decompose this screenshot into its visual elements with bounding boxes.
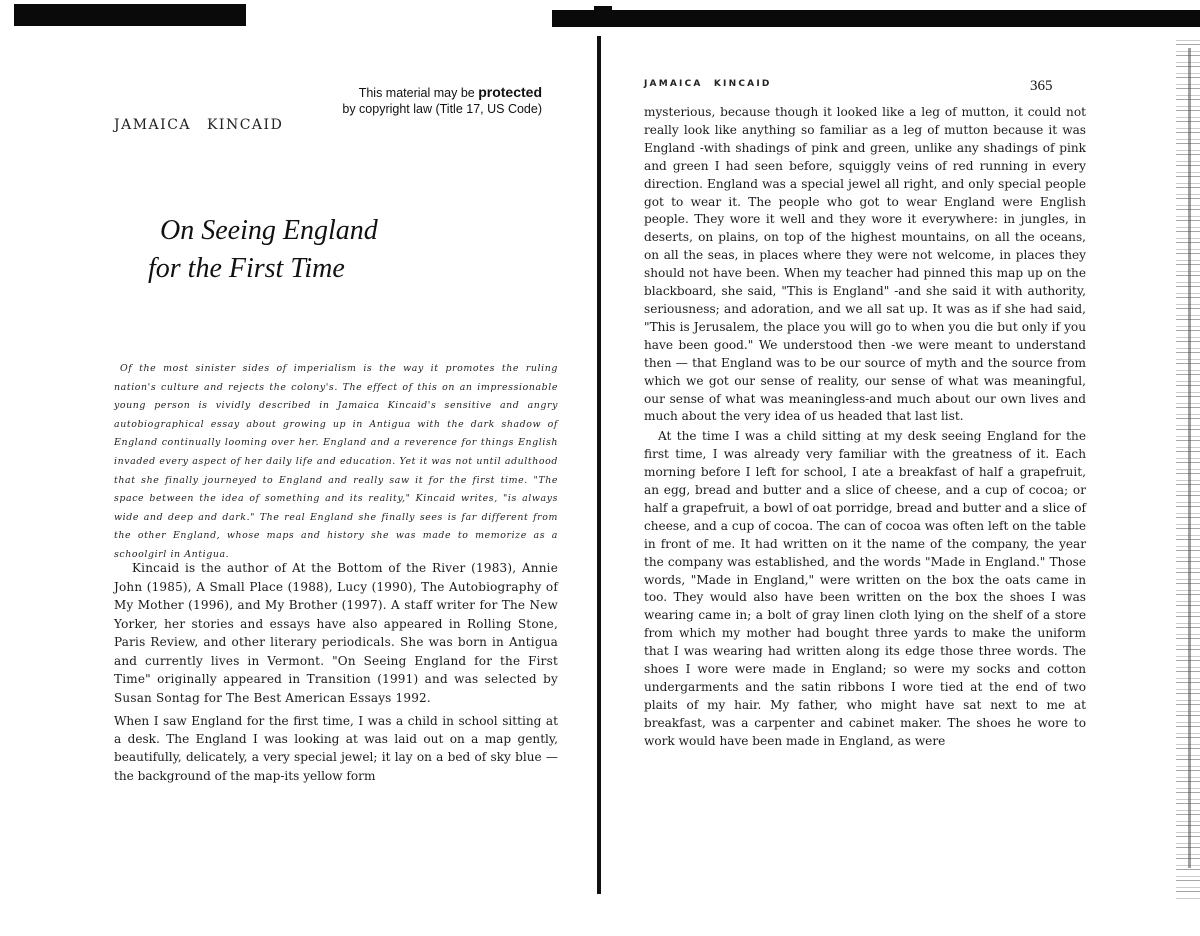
book-gutter-line <box>597 36 601 894</box>
page-number: 365 <box>1030 78 1053 94</box>
author-bio: Kincaid is the author of At the Bottom of the River (1983), Annie John (1985), A Small Place (1988), Lucy (1990), The Autobiography of My Mother (1996), and My Brother (1997). A staff writer for The New Yorker, her stories and essays have also appeared in Rolling Stone, Paris Review, and other literary periodicals. She was born in Antigua and currently lives in Vermont. "On Seeing England for the First Time" originally appeared in Transition (1991) and was selected by Susan Sontag for The Best American Essays 1992. <box>114 561 558 705</box>
body-paragraph-2: At the time I was a child sitting at my desk seeing England for the first time, I was already very familiar with the greatness of it. Each morning before I left for school, I ate a breakfast of half a grapefruit, an egg, bread and butter and a slice of cheese, and a cup of cocoa; or half a grapefruit, a bowl of oat porridge, bread and butter and a slice of cheese, and a cup of cocoa. The can of cocoa was often left on the table in front of me. It had written on it the name of the company, the year the company was established, and the words "Made in England." Those words, "Made in England," were written on the box the oats came in too. They would also have been written on the box the shoes I was wearing came in; a bolt of gray linen cloth lying on the shelf of a store from which my mother had bought three yards to make the uniform that I was wearing had written along its edge those three words. The shoes I wore were made in England; so were my socks and cotton undergarments and the satin ribbons I wore tied at the end of two plaits of my hair. My father, who might have sat next to me at breakfast, was a carpenter and cabinet maker. The shoes he wore to work would have been made in England, as were <box>644 429 1086 748</box>
scan-black-tab <box>594 6 612 14</box>
essay-title-line1: On Seeing England <box>160 215 378 246</box>
copyright-notice-bold: protected <box>478 84 542 100</box>
essay-title-line2: for the First Time <box>148 253 345 284</box>
body-paragraph-1: mysterious, because though it looked like a leg of mutton, it could not really look like anything so familiar as a leg of mutton because it was England -with shadings of pink and green, unlike any shadings of pink and green I had seen before, squiggly veins of red running in every direction. England was a special jewel all right, and only special people got to wear it. The people who got to wear England were English people. They wore it well and they wore it everywhere: in jungles, in deserts, on plains, on top of the highest mountains, on all the oceans, on all the seas, in places where they were not welcome, in places they should not have been. When my teacher had pinned this map up on the blackboard, she said, "This is England" -and she said it with authority, seriousness; and adoration, and we all sat up. It was as if she had said, "This is Jerusalem, the place you will go to when you die but only if you have been good." We understood then -we were meant to understand then — that England was to be our source of myth and the source from which we got our sense of reality, our sense of what was meaningful, our sense of what was meaningless-and much about our own lives and much about the very idea of us headed that last list. <box>644 105 1086 424</box>
scan-black-bar-right <box>552 10 1200 27</box>
right-running-head: JAMAICA KINCAID <box>644 79 772 89</box>
copyright-notice <box>316 84 542 117</box>
page-edge-line <box>1188 48 1191 868</box>
left-running-head: JAMAICA KINCAID <box>114 117 284 133</box>
copyright-notice-line2: by copyright law (Title 17, US Code) <box>342 102 542 116</box>
right-page-body <box>644 104 1086 751</box>
editor-introduction: Of the most sinister sides of imperialism is the way it promotes the ruling nation's culture and rejects the colony's. The effect of this on an impressionable young person is vividly described in Jamaica Kincaid's sensitive and angry autobiographical essay about growing up in Antigua with the dark shadow of England continually looming over her. England and a reverence for things English invaded every aspect of her daily life and education. Yet it was not until adulthood that she finally journeyed to England and really saw it for the first time. "The space between the idea of something and its reality," Kincaid writes, "is always wide and deep and dark." The real England she finally sees is far different from the other England, whose maps and history she was made to memorize as a schoolgirl in Antigua. <box>114 363 558 560</box>
essay-opening-paragraph: When I saw England for the first time, I was a child in school sitting at a desk. The England I was looking at was laid out on a map gently, beautifully, delicately, a very special jewel; it lay on a bed of sky blue — the background of the map-its yellow form <box>114 714 558 783</box>
scan-black-bar-left <box>14 4 246 26</box>
copyright-notice-line1: This material may be protected <box>358 84 542 100</box>
essay-title <box>148 212 378 288</box>
